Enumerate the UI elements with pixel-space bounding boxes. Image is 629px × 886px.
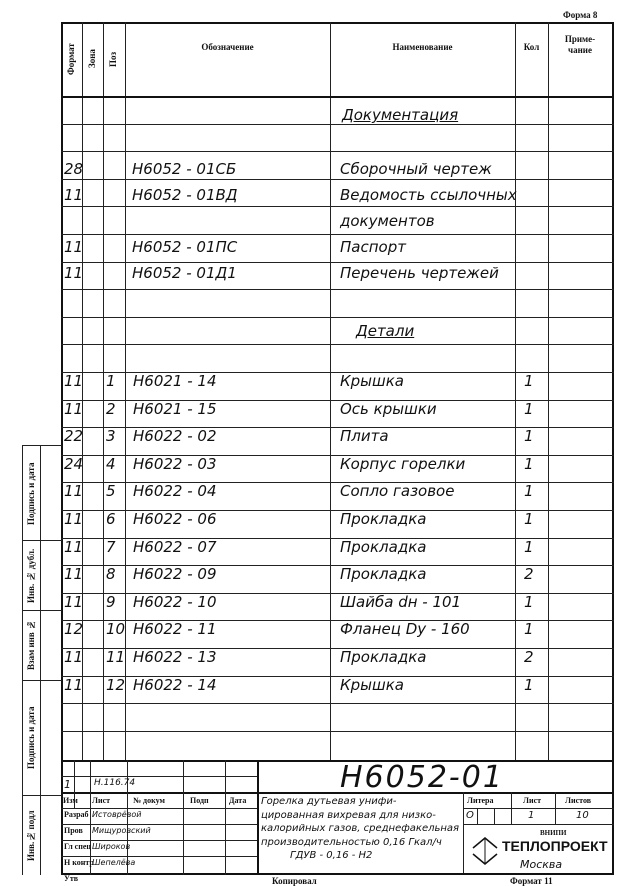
part-format: 12 [64,620,84,639]
doc-name: Перечень чертежей [340,264,499,282]
part-qty: 1 [524,592,534,611]
title-line: цированная вихревая для низко- [261,809,436,821]
header-qty: Кол [523,42,540,52]
part-designation: Н6021 - 14 [133,372,217,390]
part-name: Прокладка [340,537,427,556]
part-pos: 2 [106,399,116,418]
part-qty: 2 [524,648,534,666]
label-sign: Подп [190,796,209,805]
section-parts: Детали [356,322,415,340]
part-qty: 1 [524,537,534,556]
title-line: Горелка дутьевая унифи- [261,796,397,807]
doc-format: 11 [64,264,84,282]
role-label: Разраб [64,810,89,819]
footer-copied: Копировал [272,876,317,886]
side-label-sign-date: Подпись и дата [26,462,36,526]
row-line [61,206,614,207]
title-line: калорийных газов, среднефакельная [261,823,460,834]
part-format: 11 [64,482,84,501]
part-name: Сопло газовое [340,482,455,501]
role-name: Мищуровский [92,826,151,835]
side-strip-mid [40,445,41,875]
sheet-value: 1 [528,810,535,821]
row-line [61,151,614,152]
part-pos: 4 [106,454,116,473]
org-logo-icon [467,830,501,870]
doc-format: 11 [64,186,84,204]
side-strip-left [22,445,23,875]
sheets-value: 10 [576,810,589,821]
part-name: Плита [340,427,389,446]
label-date: Дата [229,796,247,805]
header-designation: Обозначение [201,42,254,52]
part-format: 11 [64,537,84,556]
part-designation: Н6022 - 07 [133,537,217,556]
row-line [61,179,614,180]
role-name: Шепелёва [92,858,136,867]
part-name: Прокладка [340,565,427,584]
part-pos: 6 [106,510,116,528]
part-name: Крышка [340,675,404,694]
title-line: производительностью 0,16 Гкал/ч [261,836,442,848]
part-name: Фланец Dу - 160 [340,620,470,639]
row-line [61,262,614,263]
doc-designation: Н6052 - 01ПС [132,238,238,256]
part-name: Прокладка [340,510,427,528]
side-label-orig: Инв.№ подл [26,810,36,861]
litera-label: Литера [467,796,494,805]
part-pos: 10 [106,620,126,639]
litera-value: О [466,810,474,821]
part-pos: 7 [106,537,116,556]
role-label: Гл спец [64,842,91,851]
sheet-label: Лист [523,796,542,805]
part-designation: Н6022 - 14 [133,675,217,694]
part-format: 11 [64,510,84,528]
part-designation: Н6022 - 11 [133,620,217,639]
doc-name-cont: документов [340,212,435,230]
part-designation: Н6022 - 09 [133,565,217,584]
header-pos: Поз [108,51,118,67]
role-label: Утв [64,874,79,883]
doc-designation: Н6052 - 01СБ [132,160,237,178]
part-designation: Н6022 - 03 [133,454,217,473]
row-line [61,234,614,235]
doc-designation: Н6052 - 01ВД [132,186,238,204]
part-qty: 1 [524,399,534,418]
doc-designation: Н6052 - 01Д1 [132,264,237,282]
title-line: ГДУВ - 0,16 - Н2 [290,850,373,861]
doc-name: Ведомость ссылочных [340,186,517,204]
part-format: 11 [64,372,84,390]
part-name: Корпус горелки [340,454,466,473]
header-note: Приме- чание [564,34,596,55]
part-name: Ось крышки [340,399,437,418]
part-qty: 1 [524,482,534,501]
part-designation: Н6021 - 15 [133,399,217,418]
part-pos: 12 [106,675,126,694]
part-pos: 3 [106,427,116,446]
section-documentation: Документация [342,106,459,124]
role-label: Пров [64,826,83,835]
part-name: Крышка [340,372,404,390]
frame-top [61,22,614,24]
part-designation: Н6022 - 04 [133,482,217,501]
part-qty: 1 [524,427,534,446]
part-qty: 1 [524,675,534,694]
label-doc: № докум [133,796,165,805]
label-list: Лист [92,796,111,805]
part-format: 24 [64,454,84,473]
sheets-label: Листов [565,796,592,805]
doc-number: Н6052-01 [340,760,504,795]
part-format: 11 [64,565,84,584]
header-name: Наименование [392,42,453,52]
part-format: 22 [64,427,84,446]
part-pos: 1 [106,372,116,390]
doc-name: Паспорт [340,238,406,256]
part-qty: 1 [524,620,534,639]
part-qty: 1 [524,372,534,390]
change-izm: 1 [64,778,71,791]
org-name: ТЕПЛОПРОЕКТ [502,838,608,854]
org-city: Москва [520,858,563,871]
part-designation: Н6022 - 10 [133,592,217,611]
frame-left [61,22,63,875]
doc-format: 11 [64,238,84,256]
part-format: 11 [64,648,84,666]
doc-name: Сборочный чертеж [340,160,492,178]
row-line [61,124,614,125]
frame-right [612,22,614,875]
row-line [61,731,614,732]
row-line [61,703,614,704]
part-qty: 2 [524,565,534,584]
role-name: Широков [92,842,131,851]
part-format: 11 [64,592,84,611]
part-name: Шайба dн - 101 [340,592,462,611]
part-format: 11 [64,399,84,418]
label-izm: Изм [63,796,78,805]
part-name: Прокладка [340,648,427,666]
row-line [61,289,614,290]
doc-format: 28 [64,160,84,178]
part-pos: 5 [106,482,116,501]
part-designation: Н6022 - 02 [133,427,217,446]
row-line [61,317,614,318]
part-pos: 8 [106,565,116,584]
side-label-replace: Взам инв № [26,620,36,671]
part-qty: 1 [524,510,534,528]
role-label: Н контр [64,858,94,867]
header-format: Формат [66,43,76,75]
part-designation: Н6022 - 06 [133,510,217,528]
row-line [61,344,614,345]
part-format: 11 [64,675,84,694]
part-pos: 9 [106,592,116,611]
side-label-sign-date-2: Подпись и дата [26,706,36,770]
org-small: ВНИПИ [540,829,567,837]
part-qty: 1 [524,454,534,473]
footer-format: Формат 11 [510,876,553,886]
part-designation: Н6022 - 13 [133,648,217,666]
change-doc-no: Н.116.74 [94,778,136,788]
side-label-dup: Инв. № дубл. [26,548,36,603]
header-zone: Зона [87,49,97,69]
role-name: Истоврёвой [92,810,142,819]
part-pos: 11 [106,648,126,666]
frame-bottom [61,873,614,875]
form-label: Форма 8 [563,10,598,20]
